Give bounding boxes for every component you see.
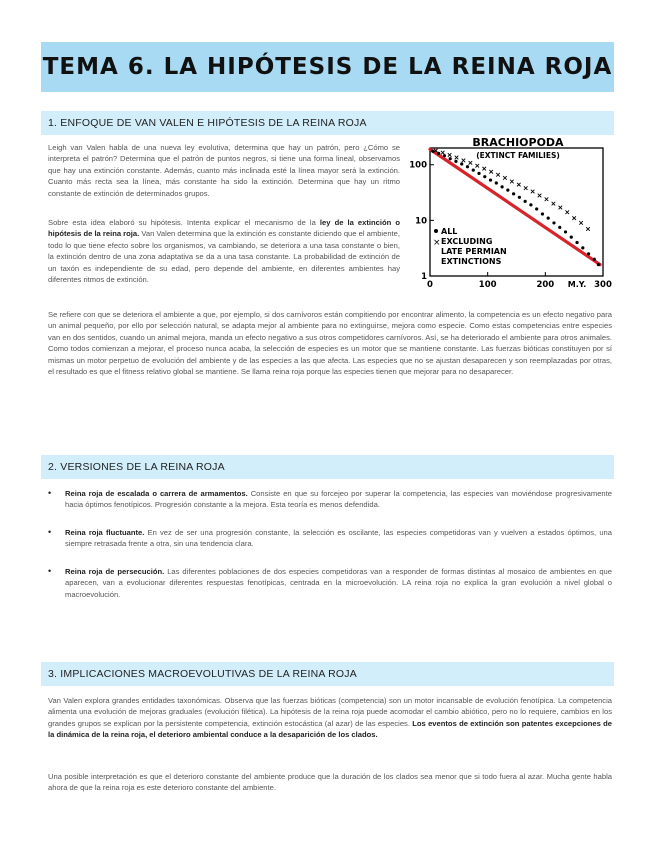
data-point-all [535,207,538,210]
p2-text-a: Sobre esta idea elaboró su hipótesis. Intenta explicar el mecanismo de la [48,218,320,227]
version-fluctuante-title: Reina roja fluctuante. [65,528,145,537]
data-point-excluding [531,190,535,194]
data-point-all [449,157,452,160]
legend-all-label: ALL [441,227,458,236]
legend-excluding-line1: EXCLUDING [441,237,493,246]
data-point-excluding [503,176,507,180]
s3-p1-bold: Los eventos de extinción son patentes excepciones de la dinámica de la reina roja, el deterioro ambiental conduce a la desaparición de los clados. [48,718,613,740]
legend-x-marker: × [433,238,441,248]
section3-band [41,662,614,686]
section1-band [41,111,614,135]
data-point-excluding [559,206,563,210]
data-point-excluding [579,221,583,225]
section1-heading: 1. ENFOQUE DE VAN VALEN E HIPÓTESIS DE LA REINA ROJA [48,117,367,129]
data-point-all [500,185,503,188]
data-point-all [541,212,544,215]
p2-bold: ley de la extinción o hipótesis de la reina roja. [48,218,400,239]
title-band [41,42,614,92]
section1-paragraph2 [48,217,400,285]
version-item-fluctuante [65,527,612,550]
data-point-all [477,172,480,175]
legend-dot-marker [434,229,438,233]
data-point-excluding [538,194,542,198]
bullet-dot: • [48,488,52,498]
x-axis-label: M.Y. [567,280,587,289]
data-point-all [466,165,469,168]
legend-excluding-line2: LATE PERMIAN [441,247,507,256]
data-point-excluding [448,153,452,157]
section2-heading: 2. VERSIONES DE LA REINA ROJA [48,461,225,473]
data-point-excluding [524,186,528,190]
data-point-all [529,203,532,206]
data-point-all [547,216,550,219]
data-point-all [558,226,561,229]
y-tick-label: 10 [415,216,427,227]
p2-text-c: Van Valen determina que la extinción es constante diciendo que el ambiente, todo lo que tiene efecto sobre los organismos, va cambiando, se deteriora a una tasa constante o bien, la extinción dentro de una zona adaptativa se da a una tasa constante. La probabilidad de extinción de un taxón es independiente de su edad, pero depende del ambiente, en diferentes ambientes hay diferentes ritmos de extinción. [48,229,401,285]
data-point-excluding [469,161,473,165]
section2-band [41,455,614,479]
data-point-all [575,241,578,244]
section3-heading: 3. IMPLICACIONES MACROEVOLUTIVAS DE LA REINA ROJA [48,668,357,680]
data-point-all [506,189,509,192]
data-point-all [587,252,590,255]
y-tick-label: 1 [421,272,427,282]
data-point-all [518,196,521,199]
data-point-all [483,175,486,178]
data-point-excluding [552,202,556,206]
data-point-all [581,246,584,249]
chart-legend [433,227,507,266]
x-tick-label: 200 [536,280,555,290]
x-tick-label: 300 [594,280,612,290]
data-point-excluding [510,180,514,184]
section1-paragraph1: Leigh van Valen habla de una nueva ley evolutiva, determina que hay un patrón, pero ¿Cómo se interpreta el patrón? Determina que el patrón de puntos negros, si tiene una forma lineal, observamos que hay una extinción constante. Además, cuanto más inclinada esté la línea mayor será la extinción. Cuanto más recta sea la línea, más constante ha sido la extinción. Determina que hay un ritmo constante de extinción de determinados grupos. [48,143,400,198]
data-point-all [593,258,596,261]
data-point-all [512,192,515,195]
s3-p1-text: Van Valen explora grandes entidades taxonómicas. Observa que las fuerzas bióticas (competencia) son un motor incansable de evolución fenotípica. La competencia alimenta una evolución de mejoras graduales (evolución filética). La hipótesis de la reina roja puede acomodar el cambio abiótico, pero no lo requiere, cambios en los grandes grupos se explican por la persistente competencia, extinción estocástica (al azar) de las especies. [48,696,612,728]
section3-paragraph2: Una posible interpretación es que el deterioro constante del ambiente produce que la duración de los clados sea menor que si todo fuera al azar. Mucha gente habla ahora de que la reina roja es este deterioro constante del ambiente. [48,772,612,793]
y-tick-label: 100 [409,160,427,171]
brachiopoda-chart [400,134,615,304]
data-point-all [495,181,498,184]
data-point-excluding [545,197,549,201]
data-point-all [552,221,555,224]
data-point-excluding [455,156,459,160]
section3-paragraph1 [48,695,612,741]
version-item-escalada [65,488,612,511]
data-point-excluding [462,159,466,163]
version-escalada-text: Consiste en que su forcejeo por superar la competencia, las especies van moviéndose progresivamente hacia óptimos fenotípicos. Progresión constante a la mejora. Esta teoría es menos defendida. [65,489,612,510]
data-point-excluding [496,173,500,177]
data-point-excluding [475,164,479,168]
bullet-dot: • [48,527,52,537]
version-escalada-title: Reina roja de escalada o carrera de armamentos. [65,489,248,498]
bullet-dot: • [48,566,52,576]
version-persecucion-text: Las diferentes poblaciones de dos especies competidoras van a responder de formas distintas al mosaico de ambientes en que aparecen, van a evolucionar diferentes respuestas fenotípicas, centrada en la microevolución. LA reina roja no explica la gran evolución a nivel global o macroevolución. [65,567,612,599]
data-point-all [460,162,463,165]
data-point-all [443,154,446,157]
section1-paragraph3: Se refiere con que se deteriora el ambiente a que, por ejemplo, si dos carnívoros están compitiendo por encontrar alimento, la competencia es un efecto negativo para un animal pequeño, por ello por selección natural, se adapta mejor al ambiente para no extinguirse, mejora como especie. Como estas competencias entre especies van en dos sentidos, cuando un animal mejora, manda un efecto negativo a sus otros competidores carnívoros. Así, se ha deteriorado el ambiente para otros animales. Como todos comienzan a mejorar, el proceso nunca acaba, la selección de especies es un motor que se mantiene constante. Las fuerzas bióticas constituyen por sí mismas un motor perpetuo de evolución del ambiente y de las especies a las que afecta. Las especies que no se ajustan desaparecen y son reemplazadas por otras, el resultado es que el fitness relativo global se mantiene. Se llama reina roja porque las especies tienen que mejorar para no desaparecer. [48,310,612,377]
data-point-excluding [441,151,445,155]
legend-excluding-line3: EXTINCTIONS [441,257,502,266]
data-point-excluding [586,227,590,231]
data-point-all [524,200,527,203]
data-point-excluding [482,167,486,171]
data-point-all [489,178,492,181]
version-item-persecucion [65,566,612,600]
data-point-all [564,230,567,233]
chart-title: BRACHIOPODA [472,136,564,149]
x-tick-label: 0 [427,280,433,290]
data-point-all [597,263,600,266]
version-persecucion-title: Reina roja de persecución. [65,567,165,576]
version-fluctuante-text: En vez de ser una progresión constante, la selección es oscilante, las especies competidoras van y vuelven a estados óptimos, una siempre retrasada frente a otra, sin una tendencia clara. [65,528,612,549]
data-point-all [570,236,573,239]
data-point-excluding [565,210,569,214]
data-point-excluding [489,170,493,174]
chart-subtitle: (EXTINCT FAMILIES) [476,151,560,160]
x-tick-label: 100 [478,280,497,290]
data-point-all [472,169,475,172]
data-point-excluding [517,183,521,187]
data-point-excluding [572,216,576,220]
data-point-all [454,160,457,163]
page-title: TEMA 6. LA HIPÓTESIS DE LA REINA ROJA [42,54,613,80]
